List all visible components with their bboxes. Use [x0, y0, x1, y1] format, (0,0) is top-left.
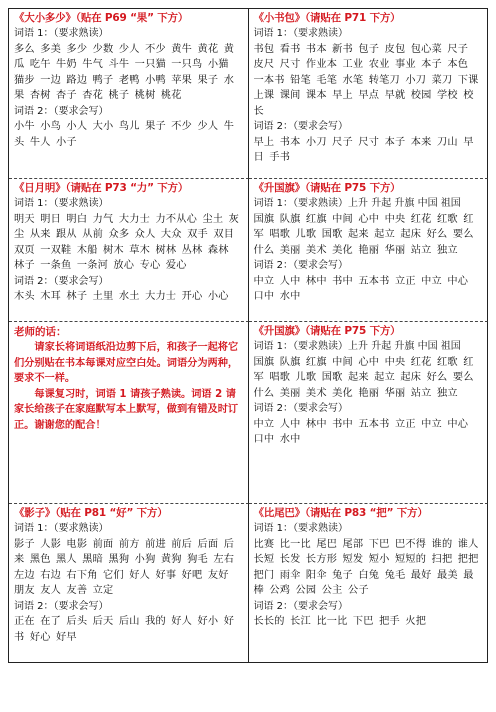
list1-words: 明天 明日 明白 力气 大力士 力不从心 尘土 灰尘 从来 跟从 从前 众多 众人 大众 双手 双目 双页 一双鞋 木船 树木 草木 树林 丛林 森林 林子 一条鱼 一条河 放心 专心 爱心	[14, 213, 240, 271]
card-title: 《日月明》（请贴在 P73 “力” 下方）	[14, 182, 189, 194]
card-riyueming	[9, 178, 249, 321]
list2-words: 正在 在了 后头 后天 后山 我的 好人 好小 好书 好心 好早	[14, 616, 235, 643]
sheet-row-2	[8, 178, 488, 321]
list1-label: 词语 1：（要求熟读）	[253, 523, 349, 534]
sheet-row-1	[8, 8, 488, 178]
card-title: 《小书包》（请贴在 P71 下方）	[253, 12, 401, 24]
card-teacher-note	[9, 321, 249, 503]
note-paragraph-1: 请家长将词语纸沿边剪下后，和孩子一起将它们分别贴在书本每课对应空白处。词语分为两种，要求不一样。	[14, 342, 239, 384]
list2-words: 早上 书本 小刀 尺子 尺寸 本子 本来 刀山 早日 手书	[253, 136, 474, 163]
list2-label: 词语 2：（要求会写）	[14, 600, 109, 612]
list2-words: 木头 木耳 林子 土里 水土 大力士 开心 小心	[14, 291, 229, 302]
sheet-row-4	[8, 503, 488, 663]
list2-words: 小牛 小鸟 小人 大小 鸟儿 果子 不少 少人 牛头 牛人 小子	[14, 121, 235, 148]
card-title: 《升国旗》（请贴在 P75 下方）	[253, 182, 401, 194]
list1-label: 词语 1：（要求熟读）	[253, 28, 349, 39]
list1-label: 词语 1：（要求熟读）	[14, 198, 109, 209]
note-paragraph-2: 每课复习时，词语 1 请孩子熟读。词语 2 请家长给孩子在家庭默写本上默写，做到有错及时订正。谢谢您的配合！	[14, 388, 239, 431]
list1-words: 多么 多美 多少 少数 少人 不少 黄牛 黄花 黄瓜 吃午 牛奶 牛气 斗牛 一只猫 一只鸟 小猫 猫步 一边 路边 鸭子 老鸭 小鸭 苹果 果子 水果 杏树 杏子 杏花 桃子 桃树 桃花	[14, 43, 235, 101]
list1-label: 词语 1：（要求熟读）上升 升起 升旗 中国 祖国	[253, 341, 461, 352]
card-yingzi	[9, 503, 249, 663]
card-title: 《升国旗》（请贴在 P75 下方）	[253, 325, 401, 337]
list1-words: 比赛 比一比 尾巴 尾部 下巴 巴不得 谁的 谁人 长短 长发 长方形 短发 短小 短短的 扫把 把把 把门 雨伞 阳伞 兔子 白兔 兔毛 最好 最美 最棒 公鸡 公园 公主 公子	[253, 538, 479, 596]
list1-words: 国旗 队旗 红旗 中间 心中 中央 红花 红歌 红军 唱歌 儿歌 国歌 起来 起立 起床 好么 要么 什么 美丽 美术 美化 艳丽 华丽 站立 独立	[253, 213, 474, 256]
list2-label: 词语 2：（要求会写）	[253, 260, 349, 271]
list1-label: 词语 1：（要求熟读）	[14, 523, 109, 534]
sheet-row-3	[8, 321, 488, 503]
note-title: 老师的话：	[14, 326, 67, 338]
card-xiaoshubao	[249, 8, 489, 178]
list2-label: 词语 2：（要求会写）	[14, 275, 109, 287]
list1-words: 影子 人影 电影 前面 前方 前进 前后 后面 后来 黑色 黑人 黑暗 黑狗 小狗 黄狗 狗毛 左右 左边 右边 右下角 它们 好人 好事 好吧 友好 朋友 友人 友善 立定	[14, 538, 235, 596]
card-shengguoqi-2	[249, 321, 489, 503]
list2-label: 词语 2：（要求会写）	[253, 403, 349, 414]
list2-words: 长长的 长江 比一比 下巴 把手 火把	[253, 616, 427, 627]
list2-label: 词语 2：（要求会写）	[253, 600, 349, 612]
list2-label: 词语 2：（要求会写）	[253, 121, 349, 132]
list1-words: 书包 看书 书本 新书 包子 皮包 包心菜 尺子 皮尺 尺寸 作业本 工业 农业 事业 本子 本色 一本书 铅笔 毛笔 水笔 转笔刀 小刀 菜刀 下课 上课 课间 课本 早上 早点 早就 校园 学校 校长	[253, 43, 479, 117]
card-title: 《影子》（贴在 P81 “好” 下方）	[14, 507, 168, 519]
word-list-sheet	[8, 8, 488, 663]
card-daxiaoduoshao	[9, 8, 249, 178]
card-title: 《比尾巴》（请贴在 P83 “把” 下方）	[253, 507, 428, 519]
card-title: 《大小多少》（贴在 P69 “果” 下方）	[14, 12, 189, 24]
list2-words: 中立 人中 林中 书中 五本书 立正 中立 中心 口中 水中	[253, 275, 469, 302]
list1-words: 国旗 队旗 红旗 中间 心中 中央 红花 红歌 红军 唱歌 儿歌 国歌 起来 起立 起床 好么 要么 什么 美丽 美术 美化 艳丽 华丽 站立 独立	[253, 356, 474, 399]
card-shengguoqi-1	[249, 178, 489, 321]
card-biweiba	[249, 503, 489, 663]
list1-label: 词语 1：（要求熟读）上升 升起 升旗 中国 祖国	[253, 198, 461, 209]
list1-label: 词语 1：（要求熟读）	[14, 28, 109, 39]
list2-label: 词语 2：（要求会写）	[14, 105, 109, 117]
list2-words: 中立 人中 林中 书中 五本书 立正 中立 中心 口中 水中	[253, 418, 469, 445]
